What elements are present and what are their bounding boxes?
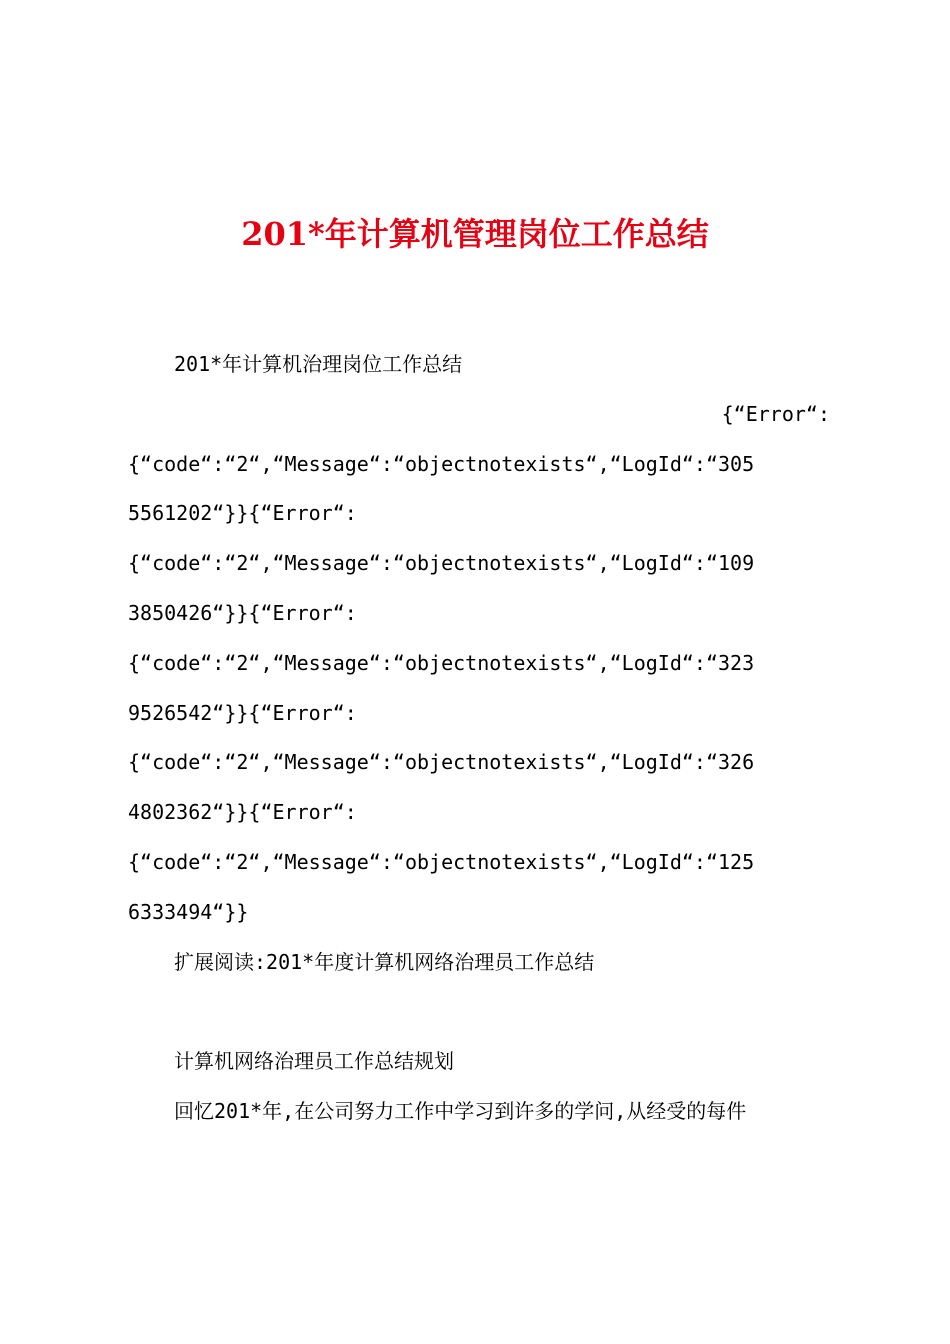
error-line: {“code“:“2“,“Message“:“objectnotexists“,“LogId“:“125: [128, 849, 755, 874]
error-line: 9526542“}}{“Error“:: [128, 700, 357, 725]
paragraph-line: 回忆201*年,在公司努力工作中学习到许多的学问,从经受的每件: [174, 1099, 747, 1124]
error-line: {“Error“:: [721, 401, 830, 426]
blank-line: [128, 987, 830, 1037]
error-line: 4802362“}}{“Error“:: [128, 800, 357, 825]
section-heading: 计算机网络治理员工作总结规划: [174, 1049, 454, 1074]
error-line: 3850426“}}{“Error“:: [128, 600, 357, 625]
document-body: [128, 340, 830, 1137]
error-line: {“code“:“2“,“Message“:“objectnotexists“,“LogId“:“323: [128, 650, 755, 675]
error-line: {“code“:“2“,“Message“:“objectnotexists“,“LogId“:“305: [128, 451, 755, 476]
error-line: {“code“:“2“,“Message“:“objectnotexists“,“LogId“:“326: [128, 750, 755, 775]
error-line: {“code“:“2“,“Message“:“objectnotexists“,“LogId“:“109: [128, 551, 755, 576]
error-line: 6333494“}}: [128, 899, 249, 924]
document-title: 201*年计算机管理岗位工作总结: [241, 215, 709, 253]
extended-reading-line: 扩展阅读:201*年度计算机网络治理员工作总结: [174, 949, 595, 974]
error-line: 5561202“}}{“Error“:: [128, 501, 357, 526]
subtitle-line: 201*年计算机治理岗位工作总结: [174, 352, 463, 376]
